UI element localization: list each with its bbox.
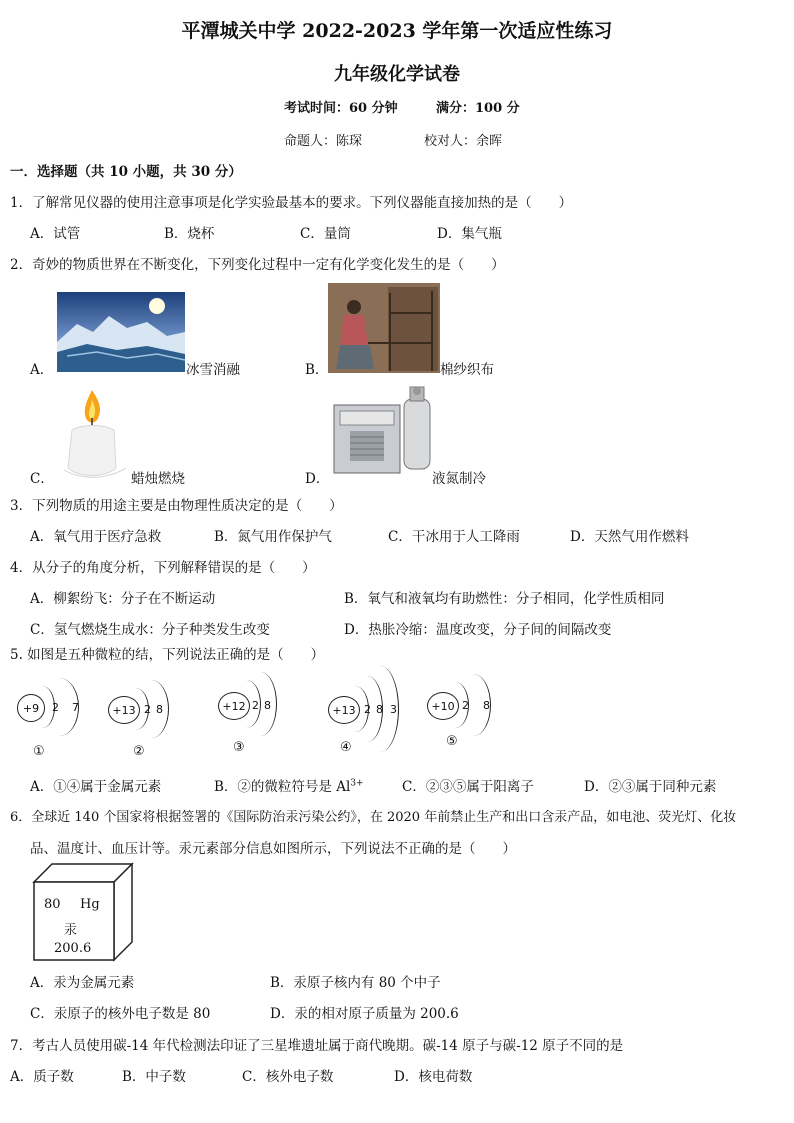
atom-label: ② xyxy=(133,744,145,759)
q3-option-a[interactable]: A．氧气用于医疗急救 xyxy=(30,529,162,545)
q6-stem-line1: 6．全球近 140 个国家将根据签署的《国际防治汞污染公约》，在 2020 年前禁止生产和出口含汞产品，如电池、荧光灯、化妆 xyxy=(10,810,737,825)
q5-option-d[interactable]: D．②③属于同种元素 xyxy=(584,779,717,795)
element-name: 汞 xyxy=(64,923,78,938)
q1-option-d[interactable]: D．集气瓶 xyxy=(437,226,502,242)
q7-option-c[interactable]: C．核外电子数 xyxy=(242,1069,334,1085)
q4-option-d[interactable]: D．热胀冷缩：温度改变，分子间的间隔改变 xyxy=(344,622,612,638)
q6-option-a[interactable]: A．汞为金属元素 xyxy=(30,975,135,991)
atom-label: ⑤ xyxy=(446,734,458,749)
q2-caption-c: 蜡烛燃烧 xyxy=(131,471,185,487)
weaving-image xyxy=(328,283,440,373)
shell-electrons: 7 xyxy=(72,701,79,714)
q7-option-a[interactable]: A．质子数 xyxy=(10,1069,74,1085)
element-symbol: Hg xyxy=(80,897,100,912)
setter: 命题人：陈琛 xyxy=(284,134,363,149)
q3-stem: 3．下列物质的用途主要是由物理性质决定的是（ ） xyxy=(10,498,343,514)
q6-stem-line2: 品、温度计、血压计等。汞元素部分信息如图所示，下列说法不正确的是（ ） xyxy=(30,841,516,857)
q1-option-a[interactable]: A．试管 xyxy=(30,226,81,242)
q5-option-c[interactable]: C．②③⑤属于阳离子 xyxy=(402,779,534,795)
q4-option-b[interactable]: B．氧气和液氧均有助燃性：分子相同，化学性质相同 xyxy=(344,591,665,607)
q5-option-a[interactable]: A．①④属于金属元素 xyxy=(30,779,162,795)
q4-option-a[interactable]: A．柳絮纷飞：分子在不断运动 xyxy=(30,591,216,607)
shell-electrons: 8 xyxy=(264,699,271,712)
q7-option-b[interactable]: B．中子数 xyxy=(122,1069,186,1085)
q2-option-b[interactable]: B． xyxy=(305,362,329,378)
atomic-mass: 200.6 xyxy=(54,941,92,956)
exam-time: 考试时间：60 分钟 xyxy=(284,101,398,116)
q5-option-b-text: B．②的微粒符号是 Al xyxy=(214,779,351,795)
q6-option-c[interactable]: C．汞原子的核外电子数是 80 xyxy=(30,1006,211,1022)
q2-stem: 2．奇妙的物质世界在不断变化，下列变化过程中一定有化学变化发生的是（ ） xyxy=(10,257,505,273)
shell-electrons: 8 xyxy=(483,699,490,712)
atom-label: ① xyxy=(33,744,45,759)
full-score: 满分：100 分 xyxy=(436,101,520,116)
shell-electrons: 2 xyxy=(462,699,469,712)
atom-label: ③ xyxy=(233,740,245,755)
q1-stem: 1．了解常见仪器的使用注意事项是化学实验最基本的要求。下列仪器能直接加热的是（ ） xyxy=(10,195,573,211)
q4-stem: 4．从分子的角度分析，下列解释错误的是（ ） xyxy=(10,560,316,576)
checker: 校对人：余晖 xyxy=(424,134,503,149)
q1-option-c[interactable]: C．量筒 xyxy=(300,226,351,242)
nucleus: +13 xyxy=(108,696,140,724)
section-title: 一．选择题（共 10 小题，共 30 分） xyxy=(10,164,242,180)
q3-option-b[interactable]: B．氮气用作保护气 xyxy=(214,529,332,545)
nucleus: +12 xyxy=(218,692,250,720)
q3-option-c[interactable]: C．干冰用于人工降雨 xyxy=(388,529,520,545)
shell-electrons: 2 xyxy=(364,703,371,716)
q5-option-b-charge: 3+ xyxy=(350,778,364,789)
page-title: 平潭城关中学 2022-2023 学年第一次适应性练习 xyxy=(181,20,613,42)
q6-option-b[interactable]: B．汞原子核内有 80 个中子 xyxy=(270,975,441,991)
shell-electrons: 2 xyxy=(144,703,151,716)
shell-electrons: 2 xyxy=(52,701,59,714)
shell-electrons: 2 xyxy=(252,699,259,712)
page-subtitle: 九年级化学试卷 xyxy=(334,64,460,85)
nucleus: +10 xyxy=(427,692,459,720)
liquid-nitrogen-machine-image xyxy=(330,385,434,477)
ice-melting-image xyxy=(57,292,185,372)
shell-electrons: 8 xyxy=(156,703,163,716)
q6-option-d[interactable]: D．汞的相对原子质量为 200.6 xyxy=(270,1006,459,1022)
shell-electrons: 8 xyxy=(376,703,383,716)
q2-option-d[interactable]: D． xyxy=(305,471,330,487)
q4-option-c[interactable]: C．氢气燃烧生成水：分子种类发生改变 xyxy=(30,622,270,638)
q5-stem: 5. 如图是五种微粒的结，下列说法正确的是（ ） xyxy=(10,647,325,663)
candle-image xyxy=(56,388,132,480)
q2-option-c[interactable]: C． xyxy=(30,471,54,487)
q2-caption-a: 冰雪消融 xyxy=(186,362,240,378)
q7-stem: 7．考古人员使用碳-14 年代检测法印证了三星堆遗址属于商代晚期。碳-14 原子与碳-12 原子不同的是 xyxy=(10,1038,624,1054)
q2-caption-b: 棉纱织布 xyxy=(440,362,494,378)
shell-electrons: 3 xyxy=(390,703,397,716)
atom-label: ④ xyxy=(340,740,352,755)
q5-option-b[interactable] xyxy=(214,775,364,795)
atomic-number: 80 xyxy=(44,897,61,912)
q1-option-b[interactable]: B．烧杯 xyxy=(164,226,215,242)
q7-option-d[interactable]: D．核电荷数 xyxy=(394,1069,473,1085)
q3-option-d[interactable]: D．天然气用作燃料 xyxy=(570,529,689,545)
nucleus: +13 xyxy=(328,696,360,724)
q2-caption-d: 液氮制冷 xyxy=(432,471,486,487)
q2-option-a[interactable]: A． xyxy=(30,362,54,378)
nucleus: +9 xyxy=(17,694,45,722)
